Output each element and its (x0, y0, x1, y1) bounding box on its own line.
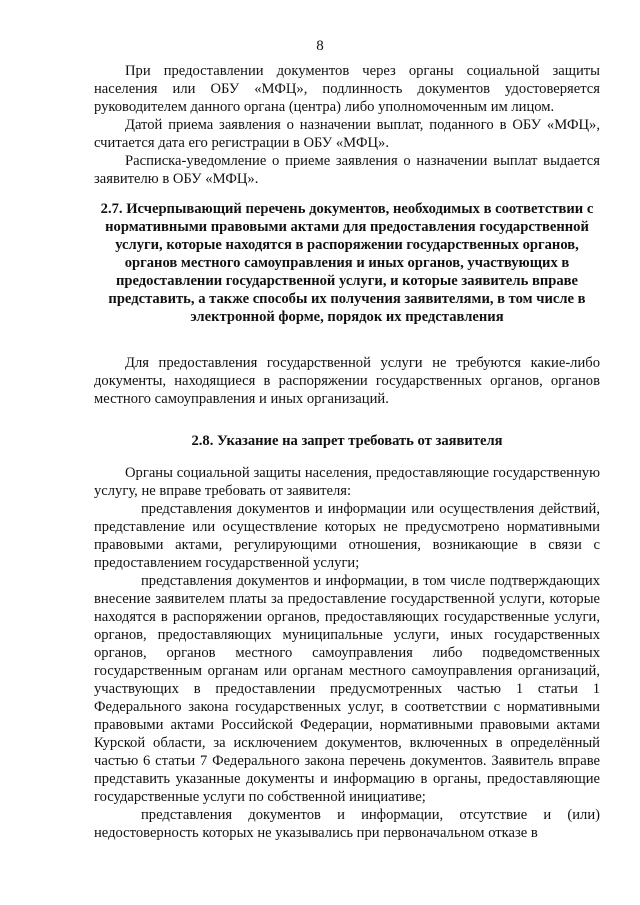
section-2-7-heading: 2.7. Исчерпывающий перечень документов, необходимых в соответствии с нормативными правовыми актами для предоставления государственной услуги, которые находятся в распоряжении государственных органов, органов местного самоуправления и иных органов, участвующих в предоставлении государственной услуги, и которые заявитель вправе представить, а также способы их получения заявителями, в том числе в электронной форме, порядок их представления (100, 201, 594, 325)
list-item: представления документов и информации, в том числе подтверждающих внесение заявителем платы за предоставление государственной услуги, которые находятся в распоряжении органов, предоставляющих государственные услуги, органов, предоставляющих муниципальные услуги, иных государственных органов, органов местного самоуправления либо подведомственных государственным органам или органам местного самоуправления организаций, участвующих в предоставлении предусмотренных частью 1 статьи 1 Федерального закона государственных услуг, в соответствии с нормативными правовыми актами Российской Федерации, нормативными правовыми актами Курской области, за исключением документов, включенных в определённый частью 6 статьи 7 Федерального закона перечень документов. Заявитель вправе представить указанные документы и информацию в органы, предоставляющие государственные услуги по собственной инициативе; (94, 573, 600, 805)
list-item: представления документов и информации, отсутствие и (или) недостоверность которых не указывались при первоначальном отказе в (94, 807, 600, 841)
paragraph-application-date: Датой приема заявления о назначении выплат, поданного в ОБУ «МФЦ», считается дата его регистрации в ОБУ «МФЦ». (94, 117, 600, 151)
section-2-7-paragraph: Для предоставления государственной услуги не требуются какие-либо документы, находящиеся в распоряжении государственных органов, органов местного самоуправления и иных организаций. (94, 355, 600, 407)
paragraph-document-verification: При предоставлении документов через органы социальной защиты населения или ОБУ «МФЦ», подлинность документов удостоверяется руководителем данного органа (центра) либо уполномоченным им лицом. (94, 63, 600, 115)
intro-text-block (94, 62, 600, 188)
section-2-7-text-block (94, 354, 600, 408)
section-2-8-text-block (94, 464, 600, 842)
section-2-8-intro: Органы социальной защиты населения, предоставляющие государственную услугу, не вправе требовать от заявителя: (94, 465, 600, 499)
list-item: представления документов и информации или осуществления действий, представление или осуществление которых не предусмотрено нормативными правовыми актами, регулирующими отношения, возникающие в связи с предоставлением государственной услуги; (94, 501, 600, 571)
section-2-8-heading: 2.8. Указание на запрет требовать от заявителя (191, 433, 503, 449)
paragraph-receipt-notice: Расписка-уведомление о приеме заявления о назначении выплат выдается заявителю в ОБУ «МФЦ». (94, 153, 600, 187)
page-number: 8 (316, 38, 324, 54)
